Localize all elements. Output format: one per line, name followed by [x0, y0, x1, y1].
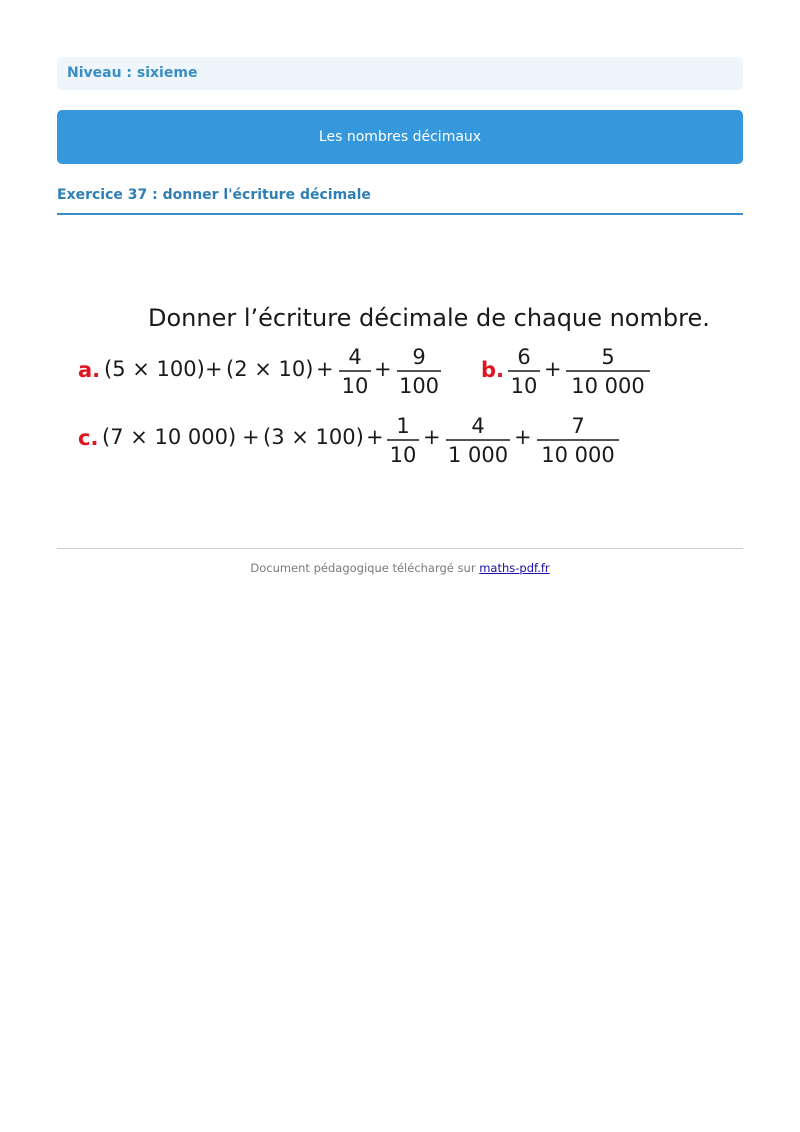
item-c-frac-2-num: 4 [471, 414, 485, 438]
item-c-frac-1-num: 1 [396, 414, 410, 438]
item-c-term-1: (7 × 10 000) [102, 425, 237, 449]
item-a-plus-3: + [374, 357, 392, 381]
item-b-frac-2-den: 10 000 [571, 374, 645, 398]
item-a-frac-2-den: 100 [398, 374, 440, 398]
item-a-frac-2-num: 9 [412, 345, 426, 369]
instruction-text: Donner l’écriture décimale de chaque nombre. [148, 304, 710, 332]
level-banner: Niveau : sixieme [57, 57, 743, 90]
item-a-label: a. [78, 358, 101, 382]
item-c-frac-2-den: 1 000 [447, 443, 509, 467]
footer-divider [57, 548, 743, 549]
item-a-term-2: (2 × 10) [226, 357, 314, 381]
exercise-title: Exercice 37 : donner l'écriture décimale [57, 186, 743, 215]
item-a-plus-2: + [316, 357, 334, 381]
item-c-plus-2: + [366, 425, 384, 449]
item-c-plus-1: + [242, 425, 260, 449]
item-b-frac-1-den: 10 [510, 374, 538, 398]
item-c-label: c. [78, 426, 99, 450]
item-a-plus-1: + [205, 357, 223, 381]
chapter-title: Les nombres décimaux [57, 110, 743, 164]
footer-text: Document pédagogique téléchargé sur [250, 561, 480, 575]
item-a-term-1: (5 × 100) [104, 357, 205, 381]
footer-link[interactable]: maths-pdf.fr [479, 561, 550, 575]
item-a-frac-1-den: 10 [341, 374, 369, 398]
item-c-frac-1-den: 10 [389, 443, 417, 467]
item-b-frac-2-num: 5 [601, 345, 615, 369]
item-c-term-2: (3 × 100) [263, 425, 364, 449]
item-b-plus: + [544, 357, 562, 381]
item-c-frac-3-den: 10 000 [541, 443, 615, 467]
item-b-label: b. [481, 358, 505, 382]
item-c-plus-3: + [423, 425, 441, 449]
item-b-frac-1-num: 6 [517, 345, 531, 369]
item-c-frac-3-num: 7 [571, 414, 585, 438]
exercise-statement [60, 290, 740, 480]
item-a-frac-1-num: 4 [348, 345, 362, 369]
item-c-plus-4: + [514, 425, 532, 449]
exercise-math [60, 290, 740, 480]
footer [57, 561, 743, 575]
